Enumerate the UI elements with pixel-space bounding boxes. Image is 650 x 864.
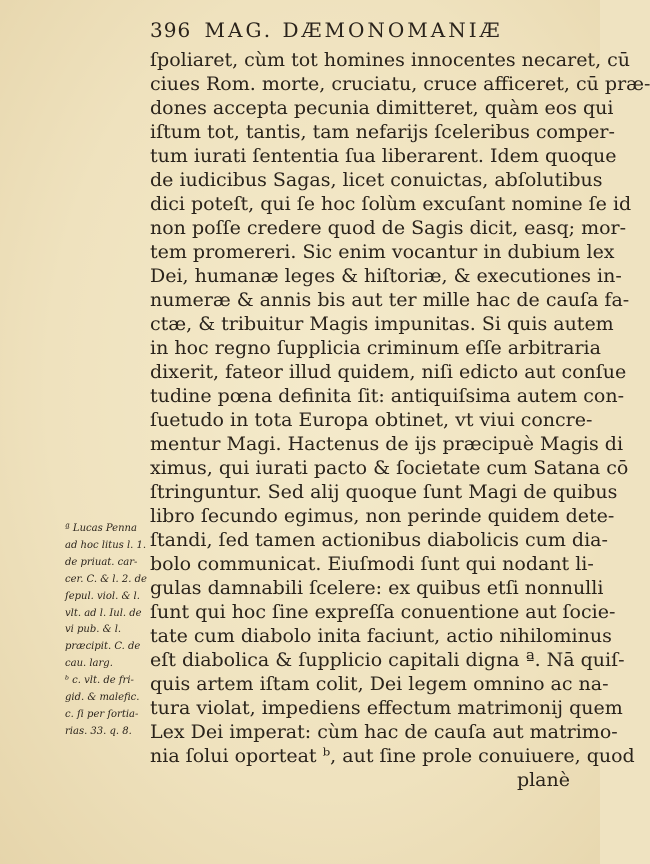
- body-text-line: ſtandi, ſed tamen actionibus diabolicis cum dia-: [150, 529, 608, 551]
- margin-note-line: rias. 33. q. 8.: [65, 725, 132, 737]
- page-number: 396: [150, 18, 192, 42]
- body-text-line: tudine pœna definita ſit: antiquiſsima autem con-: [150, 385, 624, 407]
- body-text-line: dixerit, fateor illud quidem, niſi edicto aut conſue: [150, 361, 627, 383]
- running-title: MAG. DÆMONOMANIÆ: [204, 18, 503, 42]
- margin-note-line: gid. & malefic.: [65, 692, 140, 703]
- body-text-line: ximus, qui iurati pacto & ſocietate cum Satana cō: [150, 457, 629, 479]
- body-text-line: ctæ, & tribuitur Magis impunitas. Si quis autem: [150, 313, 614, 335]
- margin-note-line: præcipit. C. de: [65, 641, 141, 653]
- body-text-line: Dei, humanæ leges & hiſtoriæ, & executiones in-: [150, 265, 622, 287]
- margin-note-line: ad hoc litus l. 1.: [65, 539, 147, 551]
- body-text-line: eſt diabolica & ſupplicio capitali digna ª. Nā quiſ-: [150, 649, 625, 671]
- page-header: [150, 18, 503, 42]
- margin-note-line: cau. larg.: [65, 658, 113, 670]
- body-text-line: gulas damnabili ſcelere: ex quibus etſi nonnulli: [150, 577, 604, 599]
- body-text-line: in hoc regno ſupplicia criminum eſſe arbitraria: [150, 337, 601, 359]
- body-text-line: nia ſolui oporteat ᵇ, aut ſine prole conuiuere, quod: [150, 745, 635, 767]
- body-text-line: ſtringuntur. Sed alij quoque ſunt Magi de quibus: [150, 481, 618, 503]
- margin-note-line: vi pub. & l.: [65, 624, 122, 636]
- body-text-line: tura violat, impediens effectum matrimonij quem: [150, 697, 623, 719]
- body-text-line: non poſſe credere quod de Sagis dicit, easq; mor-: [150, 217, 627, 239]
- body-text-line: dici poteſt, qui ſe hoc ſolùm excuſant nomine ſe id: [150, 193, 632, 215]
- margin-note-line: vlt. ad l. Iul. de: [65, 607, 142, 619]
- body-text-line: tem promereri. Sic enim vocantur in dubium lex: [150, 241, 615, 263]
- body-text-line: iſtum tot, tantis, tam nefarijs ſceleribus comper-: [150, 121, 615, 143]
- body-text-line: tum iurati ſententia ſua liberarent. Idem quoque: [150, 145, 617, 167]
- body-text-line: ſuetudo in tota Europa obtinet, vt viui concre-: [150, 409, 593, 431]
- body-text-line: mentur Magi. Hactenus de ijs præcipuè Magis di: [150, 433, 624, 455]
- body-text-line: libro ſecundo egimus, non perinde quidem dete-: [150, 505, 615, 527]
- margin-note-line: de priuat. car-: [65, 556, 138, 568]
- margin-note-line: ſepul. viol. & l.: [65, 590, 140, 602]
- margin-note-line: ª Lucas Penna: [65, 523, 137, 534]
- body-text-line: tate cum diabolo inita faciunt, actio nihilominus: [150, 625, 612, 647]
- body-text-line: bolo communicat. Eiuſmodi ſunt qui nodant li-: [150, 553, 594, 575]
- margin-note-line: cer. C. & l. 2. de: [65, 573, 147, 585]
- body-text-line: de iudicibus Sagas, licet conuictas, abſolutibus: [150, 169, 603, 191]
- body-text-line: quis artem iſtam colit, Dei legem omnino ac na-: [150, 673, 609, 695]
- body-text-line: Lex Dei imperat: cùm hac de cauſa aut matrimo-: [150, 721, 618, 743]
- body-text-line: ciues Rom. morte, cruciatu, cruce afficeret, cū præ-: [150, 73, 650, 95]
- margin-note-line: ᵇ c. vlt. de fri-: [65, 675, 134, 687]
- body-text-line: ſpoliaret, cùm tot homines innocentes necaret, cū: [150, 49, 631, 71]
- margin-note-line: c. ſi per ſortia-: [65, 708, 139, 720]
- body-text-line: ſunt qui hoc ſine expreſſa conuentione aut ſocie-: [150, 601, 616, 623]
- body-text-line: dones accepta pecunia dimitteret, quàm eos qui: [150, 97, 614, 119]
- body-text-line: numeræ & annis bis aut ter mille hac de cauſa fa-: [150, 289, 630, 311]
- body-text-line: planè: [516, 769, 570, 791]
